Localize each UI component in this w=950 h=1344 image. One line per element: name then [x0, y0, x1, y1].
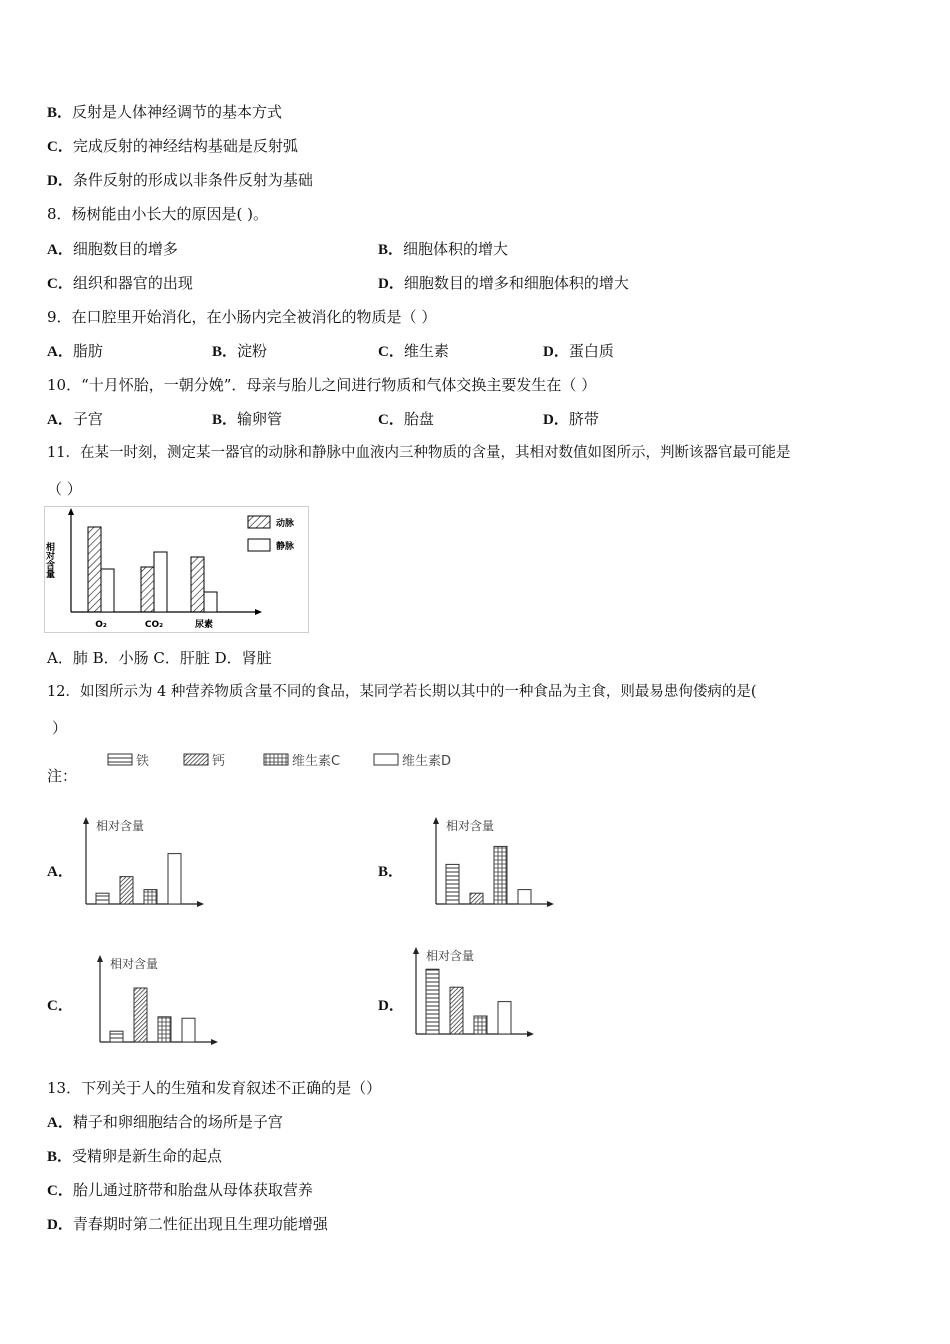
q8-stem: 8．杨树能由小长大的原因是( )。	[47, 205, 269, 223]
q8-option-d	[378, 273, 629, 294]
q12-chart-d-svg	[408, 944, 538, 1040]
q10-stem: 10．“十月怀胎，一朝分娩”．母亲与胎儿之间进行物质和气体交换主要发生在（ ）	[47, 376, 597, 394]
x-axis-arrow	[197, 901, 204, 907]
bar-vitamin-d	[182, 1018, 195, 1042]
q12-legend-svg	[104, 748, 474, 774]
bar-artery-1	[88, 527, 101, 612]
option-letter: C．	[378, 344, 404, 360]
x-axis-arrow	[211, 1039, 218, 1045]
option-text: 细胞体积的增大	[403, 240, 509, 258]
q12-chart-b-svg	[428, 814, 558, 910]
option-text: 胎儿通过脐带和胎盘从母体获取营养	[72, 1181, 313, 1199]
bar-calcium	[450, 987, 463, 1034]
option-letter: D．	[378, 998, 404, 1014]
bar-calcium	[470, 893, 483, 904]
q8-option-b	[378, 239, 508, 260]
option-letter: B．	[212, 344, 238, 360]
option-text: 蛋白质	[568, 342, 614, 360]
option-letter: C．	[47, 1183, 73, 1199]
q13-option-d	[47, 1214, 328, 1235]
q12-chart-a	[78, 814, 208, 914]
legend-label-artery: 动脉	[276, 519, 295, 529]
legend-label-iron: 铁	[136, 754, 150, 769]
q12-stem: 12．如图所示为 4 种营养物质含量不同的食品，某同学若长期以其中的一种食品为主食，则最易患佝偻病的是(	[47, 684, 757, 700]
q9-option-d	[543, 341, 614, 362]
bar-vitamin-c	[144, 890, 157, 904]
q10-option-c	[378, 409, 434, 430]
option-text: 细胞数目的增多	[72, 240, 178, 258]
y-axis-label: 相对含量	[426, 949, 475, 963]
option-text: 细胞数目的增多和细胞体积的增大	[403, 274, 629, 292]
q10-option-d	[543, 409, 599, 430]
y-axis-arrow	[413, 947, 419, 954]
legend-swatch-artery	[248, 516, 270, 528]
q10-option-a	[47, 409, 103, 430]
legend-swatch-iron	[108, 754, 132, 765]
bar-vitamin-c	[474, 1016, 487, 1034]
q10-option-b	[212, 409, 282, 430]
option-letter: A．	[47, 412, 73, 428]
option-letter: B．	[47, 105, 73, 121]
q7-option-c	[47, 136, 298, 157]
bar-vitamin-c	[158, 1017, 171, 1042]
option-text: 受精卵是新生命的起点	[72, 1147, 223, 1165]
legend-swatch-vitamin-c	[264, 754, 288, 765]
q11-stem-cont: （ ）	[47, 480, 82, 498]
option-text: 维生素	[403, 342, 449, 360]
option-letter: A．	[47, 1115, 73, 1131]
y-axis-label: 相对含量	[44, 542, 54, 578]
q8-option-c	[47, 273, 193, 294]
x-axis-arrow	[255, 609, 262, 615]
bar-iron	[96, 893, 109, 904]
q11-options: A．肺 B．小肠 C．肝脏 D．肾脏	[47, 649, 272, 667]
y-axis-label: 相对含量	[446, 819, 495, 833]
q12-stem-cont: ）	[52, 719, 68, 737]
q12-note-label: 注：	[47, 767, 78, 785]
q7-option-b	[47, 102, 282, 123]
bar-vitamin-c	[494, 846, 507, 904]
q11-chart	[44, 506, 310, 634]
q11-figure	[44, 506, 310, 638]
bar-vitamin-d	[168, 854, 181, 904]
bar-vitamin-d	[498, 1002, 511, 1034]
q13-option-c	[47, 1180, 313, 1201]
option-text: 组织和器官的出现	[72, 274, 193, 292]
q12-option-b-letter	[378, 861, 403, 882]
q11-stem: 11．在某一时刻，测定某一器官的动脉和静脉中血液内三种物质的含量，其相对数值如图所示，判断该器官最可能是	[47, 445, 791, 461]
legend-label-vitamin-d: 维生素D	[402, 754, 452, 769]
option-text: 子宫	[72, 410, 103, 428]
q13-option-b	[47, 1146, 222, 1167]
q12-option-a-letter	[47, 861, 73, 882]
option-letter: C．	[378, 412, 404, 428]
option-text: 脐带	[568, 410, 599, 428]
bar-calcium	[134, 988, 147, 1042]
y-axis-arrow	[97, 955, 103, 962]
legend-label-calcium: 钙	[212, 754, 226, 769]
q9-option-c	[378, 341, 449, 362]
q8-option-a	[47, 239, 178, 260]
bar-iron	[446, 864, 459, 904]
option-text: 反射是人体神经调节的基本方式	[72, 103, 283, 121]
option-text: 青春期时第二性征出现且生理功能增强	[72, 1215, 328, 1233]
option-text: 输卵管	[237, 410, 283, 428]
bar-iron	[110, 1031, 123, 1042]
bar-artery-3	[191, 557, 204, 612]
legend-swatch-vitamin-d	[374, 754, 398, 765]
bar-vein-3	[204, 592, 217, 612]
bar-iron	[426, 969, 439, 1034]
bar-artery-2	[141, 567, 154, 612]
legend-swatch-calcium	[184, 754, 208, 765]
option-text: 完成反射的神经结构基础是反射弧	[72, 137, 298, 155]
q12-chart-c-svg	[92, 952, 222, 1048]
option-letter: B．	[47, 1149, 73, 1165]
q13-option-a	[47, 1112, 283, 1133]
q9-stem: 9．在口腔里开始消化，在小肠内完全被消化的物质是（ ）	[47, 308, 437, 326]
q12-chart-b	[428, 814, 558, 914]
option-letter: C．	[47, 276, 73, 292]
x-axis-arrow	[547, 901, 554, 907]
q12-legend	[104, 748, 474, 778]
y-axis-arrow	[68, 508, 74, 515]
legend-label-vitamin-c: 维生素C	[292, 754, 341, 769]
y-axis-label: 相对含量	[110, 957, 159, 971]
option-letter: B．	[378, 864, 404, 880]
q9-option-b	[212, 341, 267, 362]
option-text: 胎盘	[403, 410, 434, 428]
y-axis-label: 相对含量	[96, 819, 145, 833]
q12-chart-a-svg	[78, 814, 208, 910]
q13-stem: 13．下列关于人的生殖和发育叙述不正确的是（）	[47, 1079, 382, 1097]
option-letter: A．	[47, 242, 73, 258]
option-letter: B．	[212, 412, 238, 428]
option-letter: D．	[543, 412, 569, 428]
option-letter: D．	[543, 344, 569, 360]
option-letter: D．	[378, 276, 404, 292]
q9-option-a	[47, 341, 103, 362]
option-text: 条件反射的形成以非条件反射为基础	[72, 171, 313, 189]
q12-chart-c	[92, 952, 222, 1052]
x-tick-label: CO₂	[144, 620, 164, 630]
legend-label-vein: 静脉	[276, 542, 295, 552]
q12-option-c-letter	[47, 995, 73, 1016]
bar-vitamin-d	[518, 890, 531, 904]
q12-option-d-letter	[378, 995, 404, 1016]
option-text: 淀粉	[237, 342, 268, 360]
x-tick-label: 尿素	[194, 620, 214, 630]
option-letter: A．	[47, 344, 73, 360]
option-text: 精子和卵细胞结合的场所是子宫	[72, 1113, 283, 1131]
option-letter: A．	[47, 864, 73, 880]
y-axis-arrow	[83, 817, 89, 824]
option-letter: C．	[47, 139, 73, 155]
x-axis-arrow	[527, 1031, 534, 1037]
q12-chart-d	[408, 944, 538, 1044]
bar-vein-2	[154, 552, 167, 612]
y-axis-arrow	[433, 817, 439, 824]
bar-calcium	[120, 877, 133, 904]
option-letter: D．	[47, 173, 73, 189]
option-text: 脂肪	[72, 342, 103, 360]
option-letter: B．	[378, 242, 404, 258]
q7-option-d	[47, 170, 313, 191]
legend-swatch-vein	[248, 539, 270, 551]
option-letter: D．	[47, 1217, 73, 1233]
x-tick-label: O₂	[95, 620, 107, 630]
option-letter: C．	[47, 998, 73, 1014]
bar-vein-1	[101, 569, 114, 612]
